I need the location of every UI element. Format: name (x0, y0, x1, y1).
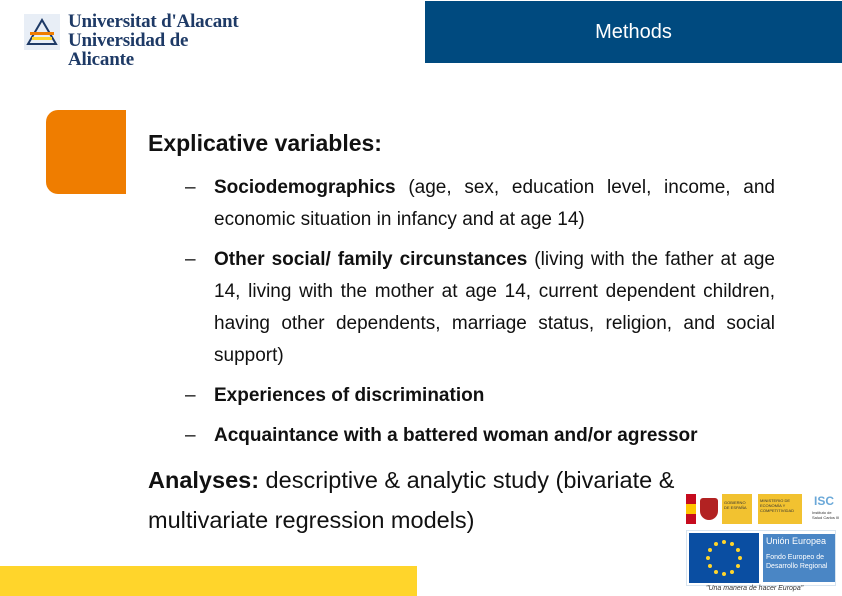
dash-icon: – (185, 177, 196, 198)
institute-logo (810, 494, 840, 526)
yellow-footer-bar (0, 566, 417, 596)
coat-of-arms-icon (700, 498, 718, 520)
spain-flag-icon (686, 494, 696, 524)
bullet-bold: Experiences of discrimination (214, 385, 485, 406)
analyses-paragraph (148, 460, 768, 540)
list-item (185, 244, 775, 372)
dash-icon: – (185, 249, 196, 270)
gov-label: GOBIERNO DE ESPAÑA (724, 500, 747, 510)
eu-text-panel (763, 534, 835, 582)
list-item (185, 380, 775, 412)
analyses-label: Analyses: (148, 467, 260, 493)
list-item (185, 172, 775, 236)
analyses-text: descriptive & analytic study (bivariate & multivariate regression models) (148, 467, 675, 533)
orange-accent-block (46, 110, 126, 194)
bullet-list (185, 172, 775, 460)
list-item (185, 420, 775, 452)
funding-logos (686, 492, 842, 596)
bullet-bold: Sociodemographics (214, 177, 396, 198)
eu-label: Unión Europea (766, 536, 827, 546)
eu-flag-icon (689, 533, 759, 583)
university-name (68, 12, 254, 69)
bullet-text: (living with the father at age 14, living with the mother at age 14, current dependent children, having other dependents, marriage status, religion, and social support) (214, 249, 775, 366)
section-title: Methods (595, 20, 672, 43)
dash-icon: – (185, 385, 196, 406)
institute-mark-icon: ISC (814, 494, 835, 508)
spanish-government-logo (686, 492, 804, 526)
university-name-line1: Universitat d'Alacant (68, 11, 239, 32)
university-logo (24, 11, 254, 70)
university-name-line2: Universidad de Alicante (68, 30, 189, 70)
eu-logo (686, 530, 836, 586)
institute-label: Instituto de Salud Carlos III (812, 510, 840, 520)
bullet-bold: Acquaintance with a battered woman and/or agressor (214, 425, 698, 446)
eu-motto: "Una manera de hacer Europa" (706, 585, 804, 592)
section-header (425, 1, 842, 63)
ministry-label: MINISTERIO DE ECONOMÍA Y COMPETITIVIDAD (760, 498, 795, 513)
feder-label: Fondo Europeo de Desarrollo Regional (766, 554, 828, 570)
slide-title: Explicative variables: (148, 130, 382, 156)
dash-icon: – (185, 425, 196, 446)
bullet-bold: Other social/ family circunstances (214, 249, 528, 270)
bullet-text: (age, sex, education level, income, and economic situation in infancy and at age 14) (214, 177, 775, 230)
university-emblem-icon (24, 14, 60, 50)
